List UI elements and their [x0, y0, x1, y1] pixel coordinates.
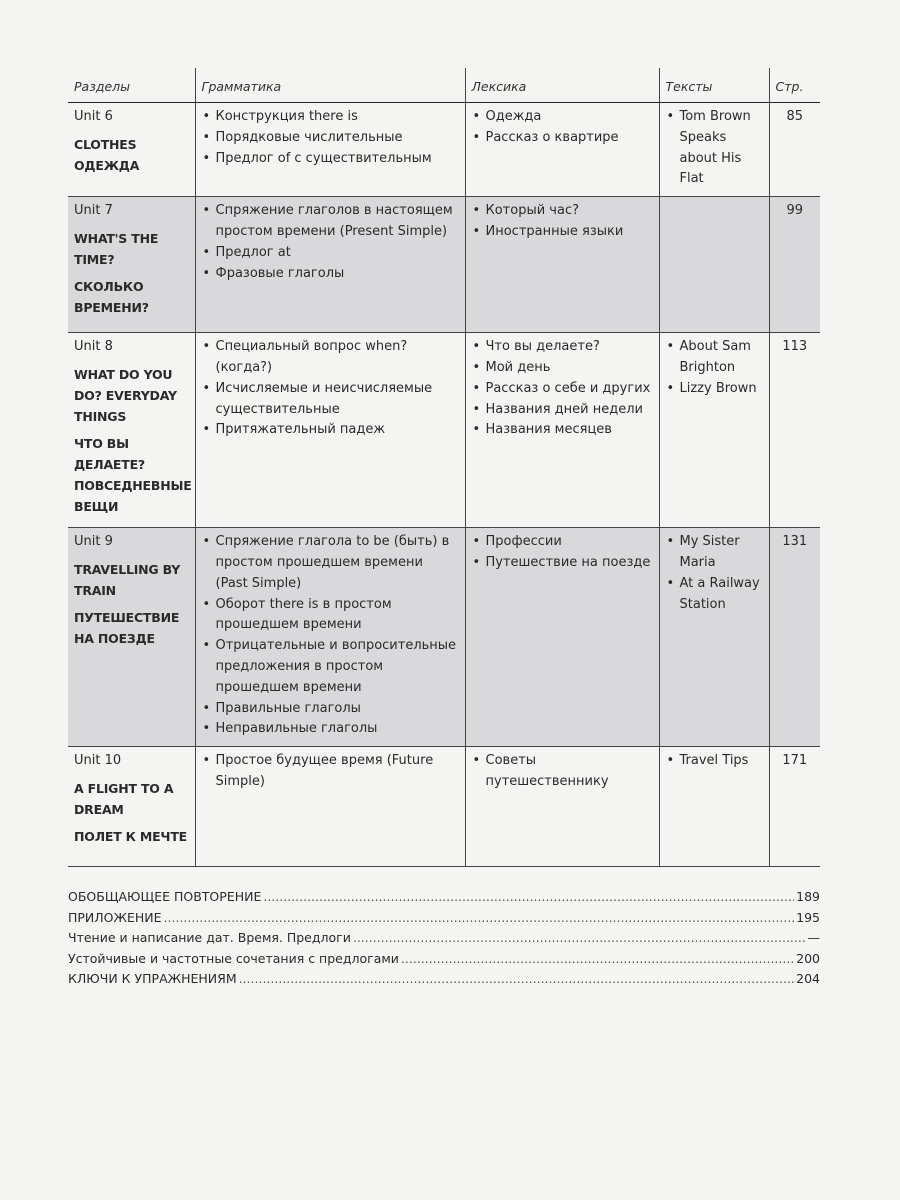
unit-title-ru: ЧТО ВЫ ДЕЛАЕТЕ? ПОВСЕДНЕВНЫЕ ВЕЩИ [74, 435, 192, 514]
list-item: • Travel Tips [666, 751, 763, 772]
extra-section-page: 204 [796, 971, 820, 987]
table-row [68, 528, 820, 747]
list-item: • Конструкция there is [202, 107, 459, 128]
table-row [68, 333, 820, 528]
vocabulary-cell [465, 333, 659, 528]
list-item: • Притяжательный падеж [202, 420, 459, 441]
unit-cell [68, 528, 195, 747]
unit-title-en: A FLIGHT TO A DREAM [74, 780, 174, 817]
texts-cell [659, 197, 769, 333]
grammar-cell [195, 333, 465, 528]
unit-number: Unit 10 [74, 753, 122, 769]
unit-title-en: WHAT'S THE TIME? [74, 230, 159, 267]
extra-section-label: ОБОБЩАЮЩЕЕ ПОВТОРЕНИЕ [68, 889, 262, 905]
list-item: • Предлог at [202, 243, 459, 264]
list-item: • Фразовые глаголы [202, 264, 459, 285]
unit-cell [68, 747, 195, 867]
list-item: • Мой день [472, 358, 653, 379]
extra-sections-list [68, 889, 820, 992]
grammar-cell [195, 528, 465, 747]
list-item: • Иностранные языки [472, 222, 653, 243]
unit-title-en: TRAVELLING BY TRAIN [74, 561, 181, 598]
vocabulary-list [472, 751, 653, 793]
vocabulary-cell [465, 747, 659, 867]
contents-page [68, 68, 820, 992]
list-item: • Путешествие на поезде [472, 553, 653, 574]
header-grammar: Грамматика [195, 68, 465, 103]
list-item: • Названия месяцев [472, 420, 653, 441]
header-page: Стр. [769, 68, 820, 103]
dot-leader [263, 889, 794, 904]
extra-section-item [68, 910, 820, 931]
table-row [68, 103, 820, 197]
extra-section-label: Чтение и написание дат. Время. Предлоги [68, 930, 351, 946]
extra-section-page: — [807, 930, 820, 946]
grammar-list [202, 337, 459, 441]
list-item: • Простое будущее время (Future Simple) [202, 751, 459, 793]
texts-list [666, 337, 763, 399]
extra-section-label: КЛЮЧИ К УПРАЖНЕНИЯМ [68, 971, 237, 987]
texts-list [666, 751, 763, 772]
vocabulary-cell [465, 528, 659, 747]
extra-section-page: 195 [796, 909, 820, 925]
page-number: 171 [769, 747, 820, 867]
list-item: • Названия дней недели [472, 400, 653, 421]
list-item: • Одежда [472, 107, 653, 128]
extra-section-page: 200 [796, 950, 820, 966]
texts-cell [659, 103, 769, 197]
unit-cell [68, 333, 195, 528]
extra-section-item [68, 971, 820, 992]
extra-section-item [68, 889, 820, 910]
list-item: • Что вы делаете? [472, 337, 653, 358]
list-item: • Порядковые числительные [202, 128, 459, 149]
list-item: • Исчисляемые и неисчисляемые существительные [202, 379, 459, 421]
unit-title-ru: СКОЛЬКО ВРЕМЕНИ? [74, 278, 149, 315]
unit-cell [68, 103, 195, 197]
vocabulary-list [472, 201, 653, 243]
page-number: 85 [769, 103, 820, 197]
list-item: • Профессии [472, 532, 653, 553]
extra-section-item [68, 951, 820, 972]
page-number: 113 [769, 333, 820, 528]
unit-number: Unit 9 [74, 534, 113, 550]
grammar-list [202, 107, 459, 169]
list-item: • Lizzy Brown [666, 379, 763, 400]
dot-leader [353, 930, 806, 945]
list-item: • Правильные глаголы [202, 699, 459, 720]
list-item: • Рассказ о себе и других [472, 379, 653, 400]
list-item: • Отрицательные и вопросительные предложения в простом прошедшем времени [202, 636, 459, 698]
grammar-cell [195, 103, 465, 197]
contents-table [68, 68, 820, 867]
unit-title-ru: ПОЛЕТ К МЕЧТЕ [74, 828, 188, 844]
list-item: • Оборот there is в простом прошедшем времени [202, 595, 459, 637]
list-item: • Который час? [472, 201, 653, 222]
list-item: • Специальный вопрос when? (когда?) [202, 337, 459, 379]
list-item: • Спряжение глаголов в настоящем простом времени (Present Simple) [202, 201, 459, 243]
dot-leader [239, 971, 795, 986]
grammar-list [202, 201, 459, 284]
page-number: 131 [769, 528, 820, 747]
list-item: • Рассказ о квартире [472, 128, 653, 149]
page-number: 99 [769, 197, 820, 333]
texts-cell [659, 747, 769, 867]
extra-section-page: 189 [796, 889, 820, 905]
texts-cell [659, 528, 769, 747]
vocabulary-cell [465, 103, 659, 197]
extra-section-label: ПРИЛОЖЕНИЕ [68, 909, 162, 925]
header-sections: Разделы [68, 68, 195, 103]
unit-number: Unit 6 [74, 109, 113, 124]
unit-title-en: WHAT DO YOU DO? EVERYDAY THINGS [74, 366, 177, 424]
list-item: • About Sam Brighton [666, 337, 763, 379]
list-item: • Неправильные глаголы [202, 719, 459, 740]
header-row [68, 68, 820, 103]
unit-title-en: CLOTHES ОДЕЖДА [74, 136, 140, 173]
unit-number: Unit 8 [74, 339, 113, 355]
texts-cell [659, 333, 769, 528]
list-item: • Спряжение глагола to be (быть) в простом прошедшем времени (Past Simple) [202, 532, 459, 594]
vocabulary-list [472, 532, 653, 574]
header-texts: Тексты [659, 68, 769, 103]
unit-title-ru: ПУТЕШЕСТВИЕ НА ПОЕЗДЕ [74, 609, 180, 646]
extra-section-item [68, 930, 820, 951]
grammar-list [202, 751, 459, 793]
vocabulary-cell [465, 197, 659, 333]
vocabulary-list [472, 107, 653, 149]
table-row [68, 747, 820, 867]
list-item: • Предлог of с существительным [202, 149, 459, 170]
header-vocabulary: Лексика [465, 68, 659, 103]
list-item: • My Sister Maria [666, 532, 763, 574]
dot-leader [164, 910, 795, 925]
extra-section-label: Устойчивые и частотные сочетания с предлогами [68, 950, 399, 966]
contents-table-body [68, 103, 820, 867]
table-row [68, 197, 820, 333]
texts-list [666, 532, 763, 615]
list-item: • Советы путешественнику [472, 751, 653, 793]
grammar-cell [195, 197, 465, 333]
texts-list [666, 107, 763, 190]
grammar-list [202, 532, 459, 740]
vocabulary-list [472, 337, 653, 441]
list-item: • Tom Brown Speaks about His Flat [666, 107, 763, 190]
unit-number: Unit 7 [74, 203, 113, 219]
grammar-cell [195, 747, 465, 867]
list-item: • At a Railway Station [666, 574, 763, 616]
unit-cell [68, 197, 195, 333]
dot-leader [401, 951, 794, 966]
